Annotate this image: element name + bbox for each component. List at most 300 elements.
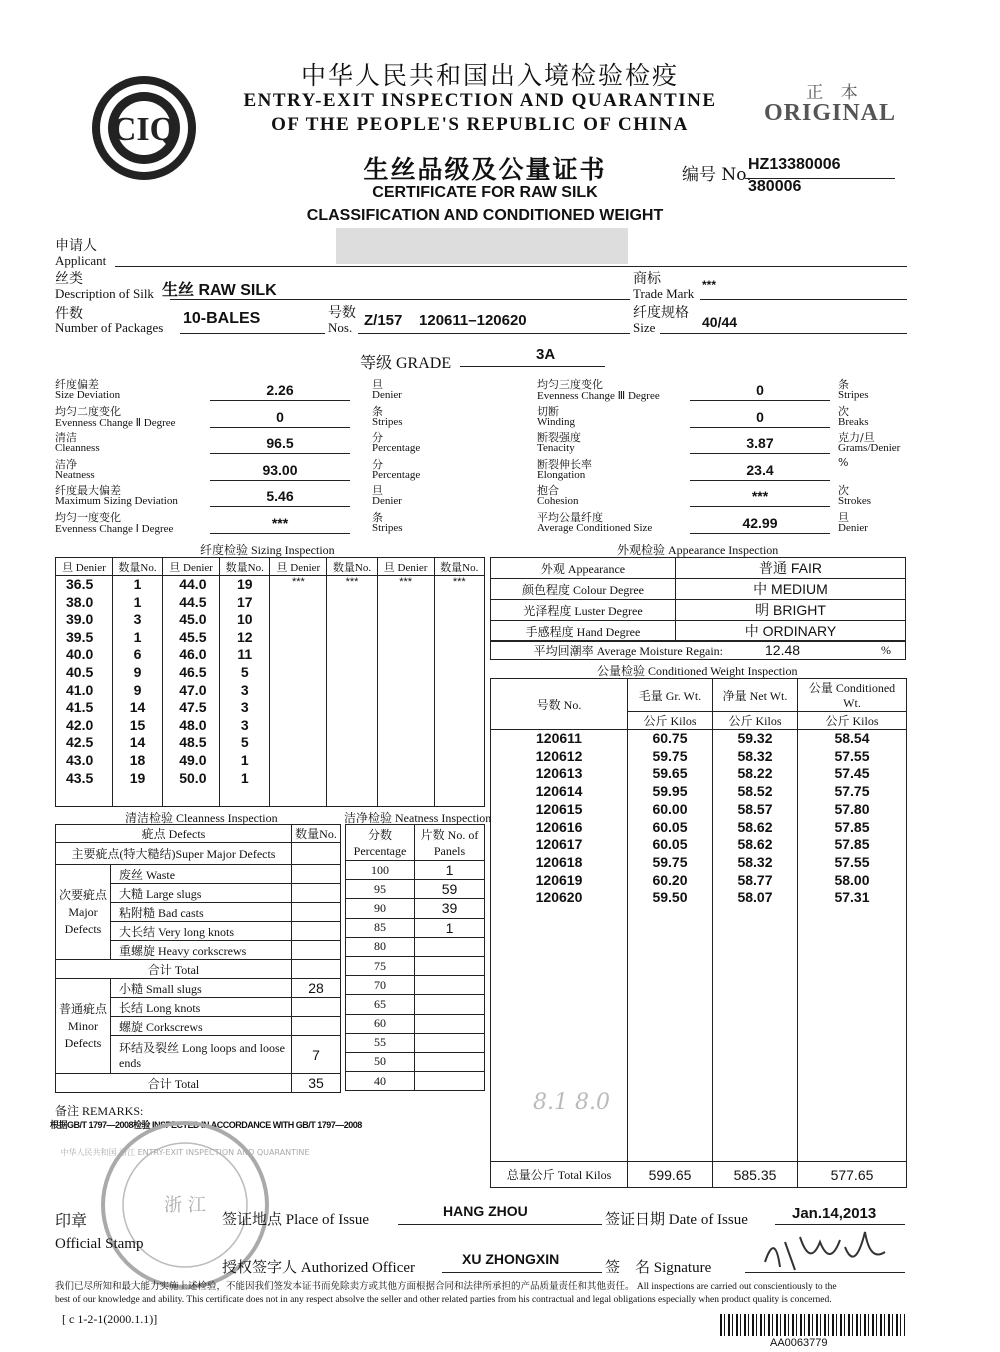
weight-unit-net: 公斤 Kilos bbox=[713, 712, 798, 730]
neatness-table bbox=[345, 824, 485, 1091]
result-right-value-0: 0 bbox=[756, 382, 764, 398]
hand-label: 手感程度 Hand Degree bbox=[491, 621, 676, 642]
sizing-denier-b-1: 44.5 bbox=[179, 593, 207, 610]
neatness-row bbox=[346, 956, 485, 975]
appearance-label: 外观 Appearance bbox=[491, 558, 676, 579]
cert-title-en-1: CERTIFICATE FOR RAW SILK bbox=[372, 184, 598, 201]
sizing-count-a-10: 18 bbox=[129, 751, 146, 768]
moisture-table bbox=[490, 640, 906, 660]
cert-title-cn: 生丝品级及公量证书 bbox=[363, 155, 607, 184]
result-right-label-en-3: Elongation bbox=[537, 468, 586, 481]
moisture-label: 平均回潮率 Average Moisture Regain: bbox=[491, 641, 726, 660]
applicant-label-en: Applicant bbox=[55, 253, 107, 268]
sizing-denier-a-1: 38.0 bbox=[66, 593, 94, 610]
result-left-value-5: *** bbox=[271, 514, 289, 531]
cleanness-head-count: 数量No. bbox=[292, 825, 341, 843]
place-value: HANG ZHOU bbox=[443, 1203, 528, 1219]
result-left-label-cn-0: 纤度偏差 bbox=[55, 378, 99, 391]
sizing-count-a-11: 19 bbox=[129, 769, 146, 786]
original-en: ORIGINAL bbox=[763, 100, 897, 126]
major-large-slugs-label: 大糙 Large slugs bbox=[111, 884, 292, 903]
major-waste-count bbox=[292, 865, 341, 884]
neatness-panels-0: 1 bbox=[415, 861, 485, 880]
nos-label-cn: 号数 bbox=[328, 305, 356, 321]
disclaimer bbox=[55, 1281, 915, 1307]
major-group-label: 次要疵点 Major Defects bbox=[56, 865, 111, 960]
major-bad-casts-label: 粘附糙 Bad casts bbox=[111, 903, 292, 922]
result-left-label-en-0: Size Deviation bbox=[55, 389, 121, 401]
result-right-label-en-2: Tenacity bbox=[537, 442, 575, 454]
grade-label: 等级 GRADE bbox=[360, 355, 452, 372]
neatness-score-0: 100 bbox=[346, 861, 415, 880]
neatness-panels-6 bbox=[415, 976, 485, 995]
result-right-label-cn-4: 抱合 bbox=[537, 484, 559, 497]
weight-cond-1: 57.55 bbox=[834, 747, 870, 764]
neatness-panels-5 bbox=[415, 956, 485, 975]
weight-net-0: 59.32 bbox=[737, 730, 773, 746]
sizing-denier-b-8: 48.0 bbox=[179, 716, 207, 733]
sizing-count-b-10: 1 bbox=[240, 751, 249, 768]
sizing-count-b-7: 3 bbox=[240, 699, 249, 716]
result-right-label-en-1: Winding bbox=[537, 415, 576, 428]
minor-total-label: 合计 Total bbox=[56, 1074, 292, 1093]
officer-value: XU ZHONGXIN bbox=[462, 1251, 560, 1267]
neatness-row bbox=[346, 918, 485, 937]
date-label: 签证日期 Date of Issue bbox=[605, 1212, 748, 1228]
sizing-head-count-1: 数量No. bbox=[112, 558, 162, 576]
weight-nos-4: 120615 bbox=[535, 800, 583, 817]
sizing-denier-b-3: 45.5 bbox=[179, 628, 207, 645]
appearance-title: 外观检验 Appearance Inspection bbox=[617, 543, 779, 557]
minor-loops-count: 7 bbox=[292, 1036, 341, 1074]
packages-label-en: Number of Packages bbox=[55, 320, 164, 335]
luster-value: 明 BRIGHT bbox=[676, 600, 906, 621]
neatness-row bbox=[346, 861, 485, 880]
sizing-denier-a-4: 40.0 bbox=[66, 646, 94, 663]
result-right-unit-cn-3: % bbox=[838, 455, 849, 469]
weight-col-nos bbox=[491, 730, 628, 1162]
weight-gross-1: 59.75 bbox=[652, 747, 688, 764]
result-left-unit-en-3: Percentage bbox=[372, 468, 421, 481]
sizing-col2-count bbox=[220, 576, 270, 807]
sizing-count-b-11: 1 bbox=[240, 769, 249, 786]
neatness-row bbox=[346, 937, 485, 956]
cert-title-en-2: CLASSIFICATION AND CONDITIONED WEIGHT bbox=[306, 207, 664, 224]
handwritten-note: 8.1 8.0 bbox=[533, 1090, 610, 1115]
result-left-label-cn-5: 均匀一度变化 bbox=[55, 510, 121, 524]
neatness-score-11: 40 bbox=[346, 1072, 415, 1091]
nos-value: Z/157 120611–120620 bbox=[364, 312, 527, 329]
neatness-score-7: 65 bbox=[346, 995, 415, 1014]
cleanness-title: 清洁检验 Cleanness Inspection bbox=[125, 811, 278, 825]
result-left-unit-cn-3: 分 bbox=[372, 457, 383, 471]
result-left-label-cn-1: 均匀二度变化 bbox=[55, 404, 121, 418]
result-right-value-3: 23.4 bbox=[746, 461, 774, 478]
stamp-ring-text: 中华人民共和国 浙江 ENTRY-EXIT INSPECTION AND QUARANTINE bbox=[60, 1148, 310, 1157]
sizing-count-b-1: 17 bbox=[236, 593, 253, 610]
neatness-row bbox=[346, 1052, 485, 1071]
appearance-value: 普通 FAIR bbox=[676, 558, 906, 579]
appearance-table bbox=[490, 557, 906, 642]
sizing-head-count-4: 数量No. bbox=[434, 558, 484, 576]
neatness-row bbox=[346, 899, 485, 918]
sizing-col3-denier: *** bbox=[270, 576, 327, 807]
sizing-col2-denier bbox=[163, 576, 220, 807]
sizing-col3-count: *** bbox=[327, 576, 377, 807]
luster-label: 光泽程度 Luster Degree bbox=[491, 600, 676, 621]
neatness-score-3: 85 bbox=[346, 918, 415, 937]
result-left-value-0: 2.26 bbox=[266, 382, 294, 398]
weight-nos-9: 120620 bbox=[535, 889, 583, 906]
result-right-unit-cn-0: 条 bbox=[838, 378, 849, 391]
ciq-logo bbox=[88, 72, 200, 184]
neatness-row bbox=[346, 995, 485, 1014]
weight-cond-9: 57.31 bbox=[834, 889, 870, 906]
minor-small-slugs-label: 小糙 Small slugs bbox=[111, 979, 292, 998]
minor-group-label: 普通疵点 Minor Defects bbox=[56, 979, 111, 1074]
weight-total-gross: 599.65 bbox=[628, 1162, 713, 1188]
neatness-row bbox=[346, 1033, 485, 1052]
minor-long-knots-label: 长结 Long knots bbox=[111, 998, 292, 1017]
weight-nos-7: 120618 bbox=[535, 853, 583, 870]
neatness-score-2: 90 bbox=[346, 899, 415, 918]
neatness-score-6: 70 bbox=[346, 976, 415, 995]
result-left-value-1: 0 bbox=[276, 408, 284, 425]
neatness-panels-3: 1 bbox=[415, 918, 485, 937]
applicant-label-cn: 申请人 bbox=[55, 238, 97, 254]
original-cn: 正 本 bbox=[806, 83, 864, 103]
form-code: [ c 1-2-1(2000.1.1)] bbox=[62, 1312, 158, 1326]
sizing-count-b-0: 19 bbox=[236, 576, 253, 592]
neatness-score-9: 55 bbox=[346, 1033, 415, 1052]
cert-no-label: 编号 No. bbox=[682, 165, 752, 185]
weight-col-cond bbox=[798, 730, 907, 1162]
trade-label-en: Trade Mark bbox=[633, 286, 695, 301]
major-long-knots-label: 大长结 Very long knots bbox=[111, 922, 292, 941]
sizing-head-denier-4: 旦 Denier bbox=[377, 558, 434, 576]
major-corkscrews-count bbox=[292, 941, 341, 960]
super-major-label: 主要疵点(特大糙结)Super Major Defects bbox=[56, 843, 292, 865]
neatness-panels-10 bbox=[415, 1052, 485, 1071]
result-right-unit-en-2: Grams/Denier bbox=[838, 442, 901, 454]
weight-gross-9: 59.50 bbox=[652, 889, 688, 906]
trade-value: *** bbox=[702, 278, 717, 292]
cleanness-head-defects: 疵点 Defects bbox=[56, 825, 292, 843]
result-left-label-en-5: Evenness Change Ⅰ Degree bbox=[55, 522, 174, 535]
sizing-col1-denier bbox=[56, 576, 113, 807]
weight-col-gross bbox=[628, 730, 713, 1162]
result-right-label-cn-1: 切断 bbox=[537, 404, 559, 418]
weight-cond-6: 57.85 bbox=[834, 836, 870, 853]
neatness-row bbox=[346, 1014, 485, 1033]
weight-cond-7: 57.55 bbox=[834, 853, 870, 870]
sizing-denier-b-9: 48.5 bbox=[179, 734, 207, 751]
stamp-label-en: Official Stamp bbox=[55, 1236, 144, 1252]
result-right-unit-en-1: Breaks bbox=[838, 415, 869, 428]
sizing-count-a-3: 1 bbox=[133, 628, 142, 645]
weight-cond-4: 57.80 bbox=[834, 800, 870, 817]
result-right-unit-cn-2: 克力/旦 bbox=[838, 431, 875, 444]
desc-label-cn: 丝类 bbox=[55, 271, 83, 287]
weight-head-cond: 公量 Conditioned Wt. bbox=[798, 679, 907, 712]
sizing-denier-b-6: 47.0 bbox=[179, 681, 207, 698]
minor-total-value: 35 bbox=[292, 1074, 341, 1093]
title-cn: 中华人民共和国出入境检验检疫 bbox=[300, 61, 679, 90]
result-right-unit-en-5: Denier bbox=[838, 521, 868, 534]
sizing-denier-a-10: 43.0 bbox=[66, 751, 94, 768]
sizing-head-denier-3: 旦 Denier bbox=[270, 558, 327, 576]
neatness-panels-1: 59 bbox=[415, 880, 485, 899]
disclaimer-line-2: best of our knowledge and ability. This certificate does not in any respect absolve the seller and other related parties from his contractual and legal obligations especially when product quality is concerned. bbox=[55, 1295, 832, 1305]
weight-gross-6: 60.05 bbox=[652, 836, 688, 853]
neatness-panels-11 bbox=[415, 1072, 485, 1091]
neatness-panels-9 bbox=[415, 1033, 485, 1052]
result-left-value-3: 93.00 bbox=[262, 461, 298, 478]
sizing-count-a-9: 14 bbox=[129, 734, 146, 751]
weight-net-1: 58.32 bbox=[737, 747, 773, 764]
sizing-count-a-4: 6 bbox=[133, 646, 142, 663]
result-right-unit-cn-4: 次 bbox=[838, 484, 849, 497]
result-left-unit-en-2: Percentage bbox=[372, 442, 421, 454]
result-right-label-en-5: Average Conditioned Size bbox=[537, 521, 653, 534]
weight-cond-0: 58.54 bbox=[834, 730, 870, 746]
minor-corkscrews-count bbox=[292, 1017, 341, 1036]
sizing-count-a-7: 14 bbox=[129, 699, 146, 716]
weight-nos-2: 120613 bbox=[535, 765, 583, 782]
sizing-head-count-3: 数量No. bbox=[327, 558, 377, 576]
result-right-label-en-0: Evenness Change Ⅲ Degree bbox=[537, 390, 660, 402]
neatness-head-score: 分数 Percentage bbox=[346, 825, 415, 861]
sizing-denier-b-5: 46.5 bbox=[179, 663, 207, 680]
weight-net-2: 58.22 bbox=[737, 765, 773, 782]
major-long-knots-count bbox=[292, 922, 341, 941]
sizing-denier-a-6: 41.0 bbox=[66, 681, 94, 698]
trade-label-cn: 商标 bbox=[633, 271, 661, 287]
sizing-count-b-6: 3 bbox=[240, 681, 249, 698]
neatness-score-8: 60 bbox=[346, 1014, 415, 1033]
weight-cond-3: 57.75 bbox=[834, 783, 870, 800]
cleanness-table bbox=[55, 824, 341, 1093]
neatness-row bbox=[346, 976, 485, 995]
result-left-label-en-3: Neatness bbox=[55, 468, 95, 481]
hand-value: 中 ORDINARY bbox=[676, 621, 906, 642]
remarks-label: 备注 REMARKS: bbox=[55, 1104, 144, 1118]
weight-gross-5: 60.05 bbox=[652, 818, 688, 835]
result-right-label-cn-0: 均匀三度变化 bbox=[537, 378, 603, 391]
result-left-unit-en-0: Denier bbox=[372, 389, 402, 401]
applicant-redacted bbox=[336, 228, 628, 264]
weight-total-cond: 577.65 bbox=[798, 1162, 907, 1188]
weight-gross-3: 59.95 bbox=[652, 783, 688, 800]
weight-net-6: 58.62 bbox=[737, 836, 773, 853]
sizing-denier-a-2: 39.0 bbox=[66, 611, 94, 628]
result-right-label-en-4: Cohesion bbox=[537, 495, 579, 507]
weight-nos-5: 120616 bbox=[535, 818, 583, 835]
result-right-unit-cn-1: 次 bbox=[838, 404, 849, 418]
signature-label: 签 名 Signature bbox=[605, 1260, 712, 1276]
neatness-panels-2: 39 bbox=[415, 899, 485, 918]
neatness-head-panels: 片数 No. of Panels bbox=[415, 825, 485, 861]
stamp-label-cn: 印章 bbox=[55, 1211, 88, 1230]
sizing-denier-a-5: 40.5 bbox=[66, 663, 94, 680]
weight-cond-8: 58.00 bbox=[834, 871, 870, 888]
neatness-panels-4 bbox=[415, 937, 485, 956]
result-left-label-cn-4: 纤度最大偏差 bbox=[55, 484, 121, 497]
neatness-panels-7 bbox=[415, 995, 485, 1014]
sizing-count-b-2: 10 bbox=[236, 611, 253, 628]
size-label-cn: 纤度规格 bbox=[633, 305, 689, 321]
result-left-value-4: 5.46 bbox=[266, 488, 294, 504]
result-left-label-cn-3: 洁净 bbox=[55, 457, 77, 471]
sizing-count-b-5: 5 bbox=[240, 663, 249, 680]
sizing-count-b-9: 5 bbox=[240, 734, 249, 751]
disclaimer-line-1: 我们已尽所知和最大能力实施上述检验，不能因我们签发本证书而免除卖方或其他方面根据合同和法律所承担的产品质量责任和其他责任。 All inspections are carried out conscientiously to the bbox=[55, 1282, 837, 1292]
result-left-label-cn-2: 清洁 bbox=[55, 431, 77, 444]
neatness-score-10: 50 bbox=[346, 1052, 415, 1071]
packages-value: 10-BALES bbox=[183, 310, 261, 327]
grade-value: 3A bbox=[536, 346, 556, 363]
minor-long-knots-count bbox=[292, 998, 341, 1017]
major-large-slugs-count bbox=[292, 884, 341, 903]
result-left-unit-cn-5: 条 bbox=[372, 510, 383, 524]
weight-gross-0: 60.75 bbox=[652, 730, 688, 746]
result-right-unit-en-4: Strokes bbox=[838, 495, 871, 507]
sizing-denier-a-9: 42.5 bbox=[66, 734, 94, 751]
neatness-score-1: 95 bbox=[346, 880, 415, 899]
result-left-label-en-2: Cleanness bbox=[55, 442, 100, 454]
result-right-value-5: 42.99 bbox=[742, 514, 778, 531]
result-left-unit-en-1: Stripes bbox=[372, 415, 403, 428]
sizing-denier-b-10: 49.0 bbox=[179, 751, 207, 768]
neatness-score-5: 75 bbox=[346, 956, 415, 975]
stamp-center-text: 浙 江 bbox=[164, 1195, 206, 1216]
barcode-text: AA0063779 bbox=[770, 1337, 828, 1349]
neatness-title: 洁净检验 Neatness Inspection bbox=[344, 811, 492, 825]
weight-unit-cond: 公斤 Kilos bbox=[798, 712, 907, 730]
neatness-panels-8 bbox=[415, 1014, 485, 1033]
result-right-unit-cn-5: 旦 bbox=[838, 510, 849, 524]
handwritten-signature bbox=[760, 1222, 900, 1282]
weight-net-7: 58.32 bbox=[737, 853, 773, 870]
title-en-2: OF THE PEOPLE'S REPUBLIC OF CHINA bbox=[271, 114, 689, 135]
weight-nos-6: 120617 bbox=[535, 836, 583, 853]
weight-nos-3: 120614 bbox=[535, 783, 583, 800]
result-left-label-en-4: Maximum Sizing Deviation bbox=[55, 495, 178, 507]
moisture-unit: % bbox=[859, 641, 905, 660]
sizing-count-a-0: 1 bbox=[133, 576, 142, 592]
major-corkscrews-label: 重螺旋 Heavy corkscrews bbox=[111, 941, 292, 960]
minor-corkscrews-label: 螺旋 Corkscrews bbox=[111, 1017, 292, 1036]
sizing-col1-count bbox=[112, 576, 162, 807]
result-right-unit-en-0: Stripes bbox=[838, 389, 869, 401]
result-left-unit-cn-4: 旦 bbox=[372, 484, 383, 497]
colour-label: 颜色程度 Colour Degree bbox=[491, 579, 676, 600]
weight-total-net: 585.35 bbox=[713, 1162, 798, 1188]
weight-net-3: 58.52 bbox=[737, 783, 773, 800]
major-total-label: 合计 Total bbox=[56, 960, 292, 979]
weight-cond-5: 57.85 bbox=[834, 818, 870, 835]
title-en-1: ENTRY-EXIT INSPECTION AND QUARANTINE bbox=[243, 90, 717, 111]
sizing-denier-a-11: 43.5 bbox=[66, 769, 94, 786]
weight-gross-8: 60.20 bbox=[652, 871, 688, 888]
sizing-count-a-2: 3 bbox=[133, 611, 142, 628]
result-left-unit-cn-1: 条 bbox=[372, 404, 383, 418]
sizing-count-a-5: 9 bbox=[133, 663, 142, 680]
neatness-row bbox=[346, 1072, 485, 1091]
weight-head-gross: 毛量 Gr. Wt. bbox=[628, 679, 713, 712]
weight-head-net: 净量 Net Wt. bbox=[713, 679, 798, 712]
sizing-denier-b-7: 47.5 bbox=[179, 699, 207, 716]
result-right-label-cn-5: 平均公量纤度 bbox=[537, 510, 603, 524]
sizing-head-denier-1: 旦 Denier bbox=[56, 558, 113, 576]
result-left-unit-cn-2: 分 bbox=[372, 431, 383, 444]
moisture-value: 12.48 bbox=[725, 641, 859, 660]
sizing-denier-a-0: 36.5 bbox=[66, 576, 94, 592]
weight-nos-8: 120619 bbox=[535, 871, 583, 888]
result-right-value-4: *** bbox=[751, 488, 769, 504]
colour-value: 中 MEDIUM bbox=[676, 579, 906, 600]
weight-gross-4: 60.00 bbox=[652, 800, 688, 817]
cert-no-value: HZ13380006 bbox=[748, 156, 841, 173]
weight-gross-7: 59.75 bbox=[652, 853, 688, 870]
result-left-label-en-1: Evenness Change Ⅱ Degree bbox=[55, 416, 176, 429]
nos-label-en: Nos. bbox=[328, 320, 353, 335]
weight-cond-2: 57.45 bbox=[834, 765, 870, 782]
size-label-en: Size bbox=[633, 320, 656, 335]
weight-net-5: 58.62 bbox=[737, 818, 773, 835]
packages-label-cn: 件数 bbox=[55, 306, 83, 322]
major-bad-casts-count bbox=[292, 903, 341, 922]
weight-nos-1: 120612 bbox=[535, 747, 583, 764]
sizing-denier-b-4: 46.0 bbox=[179, 646, 207, 663]
cert-no-value-2: 380006 bbox=[748, 178, 802, 195]
sizing-col4-count: *** bbox=[434, 576, 484, 807]
date-value: Jan.14,2013 bbox=[792, 1205, 877, 1222]
sizing-denier-b-2: 45.0 bbox=[179, 611, 207, 628]
result-right-value-1: 0 bbox=[756, 408, 764, 425]
sizing-denier-a-7: 41.5 bbox=[66, 699, 94, 716]
sizing-denier-b-0: 44.0 bbox=[179, 576, 207, 592]
sizing-count-a-8: 15 bbox=[129, 716, 146, 733]
minor-loops-label: 环结及裂丝 Long loops and loose ends bbox=[111, 1036, 292, 1074]
logo-text: CIQ bbox=[111, 111, 177, 148]
neatness-score-4: 80 bbox=[346, 937, 415, 956]
sizing-count-b-3: 12 bbox=[236, 628, 253, 645]
neatness-row bbox=[346, 880, 485, 899]
weight-net-9: 58.07 bbox=[737, 889, 773, 906]
sizing-denier-b-11: 50.0 bbox=[179, 769, 207, 786]
weight-head-nos: 号数 No. bbox=[491, 679, 628, 730]
sizing-table bbox=[55, 557, 485, 807]
weight-total-label: 总量公斤 Total Kilos bbox=[491, 1162, 628, 1188]
sizing-count-b-4: 11 bbox=[237, 646, 253, 663]
result-left-value-2: 96.5 bbox=[266, 435, 294, 451]
weight-net-4: 58.57 bbox=[737, 800, 773, 817]
sizing-count-a-6: 9 bbox=[133, 681, 142, 698]
sizing-col4-denier: *** bbox=[377, 576, 434, 807]
desc-value: 生丝 RAW SILK bbox=[162, 282, 277, 299]
weight-title: 公量检验 Conditioned Weight Inspection bbox=[597, 664, 798, 678]
weight-gross-2: 59.65 bbox=[652, 765, 688, 782]
result-right-value-2: 3.87 bbox=[746, 435, 774, 451]
size-value: 40/44 bbox=[702, 314, 738, 330]
desc-label-en: Description of Silk bbox=[55, 286, 154, 301]
sizing-head-count-2: 数量No. bbox=[220, 558, 270, 576]
barcode bbox=[720, 1314, 905, 1336]
remarks-text: 根据GB/T 1797—2008检验 INSPECTED IN ACCORDANCE WITH GB/T 1797—2008 bbox=[50, 1120, 362, 1130]
sizing-count-b-8: 3 bbox=[240, 716, 249, 733]
result-left-unit-cn-0: 旦 bbox=[372, 378, 383, 391]
